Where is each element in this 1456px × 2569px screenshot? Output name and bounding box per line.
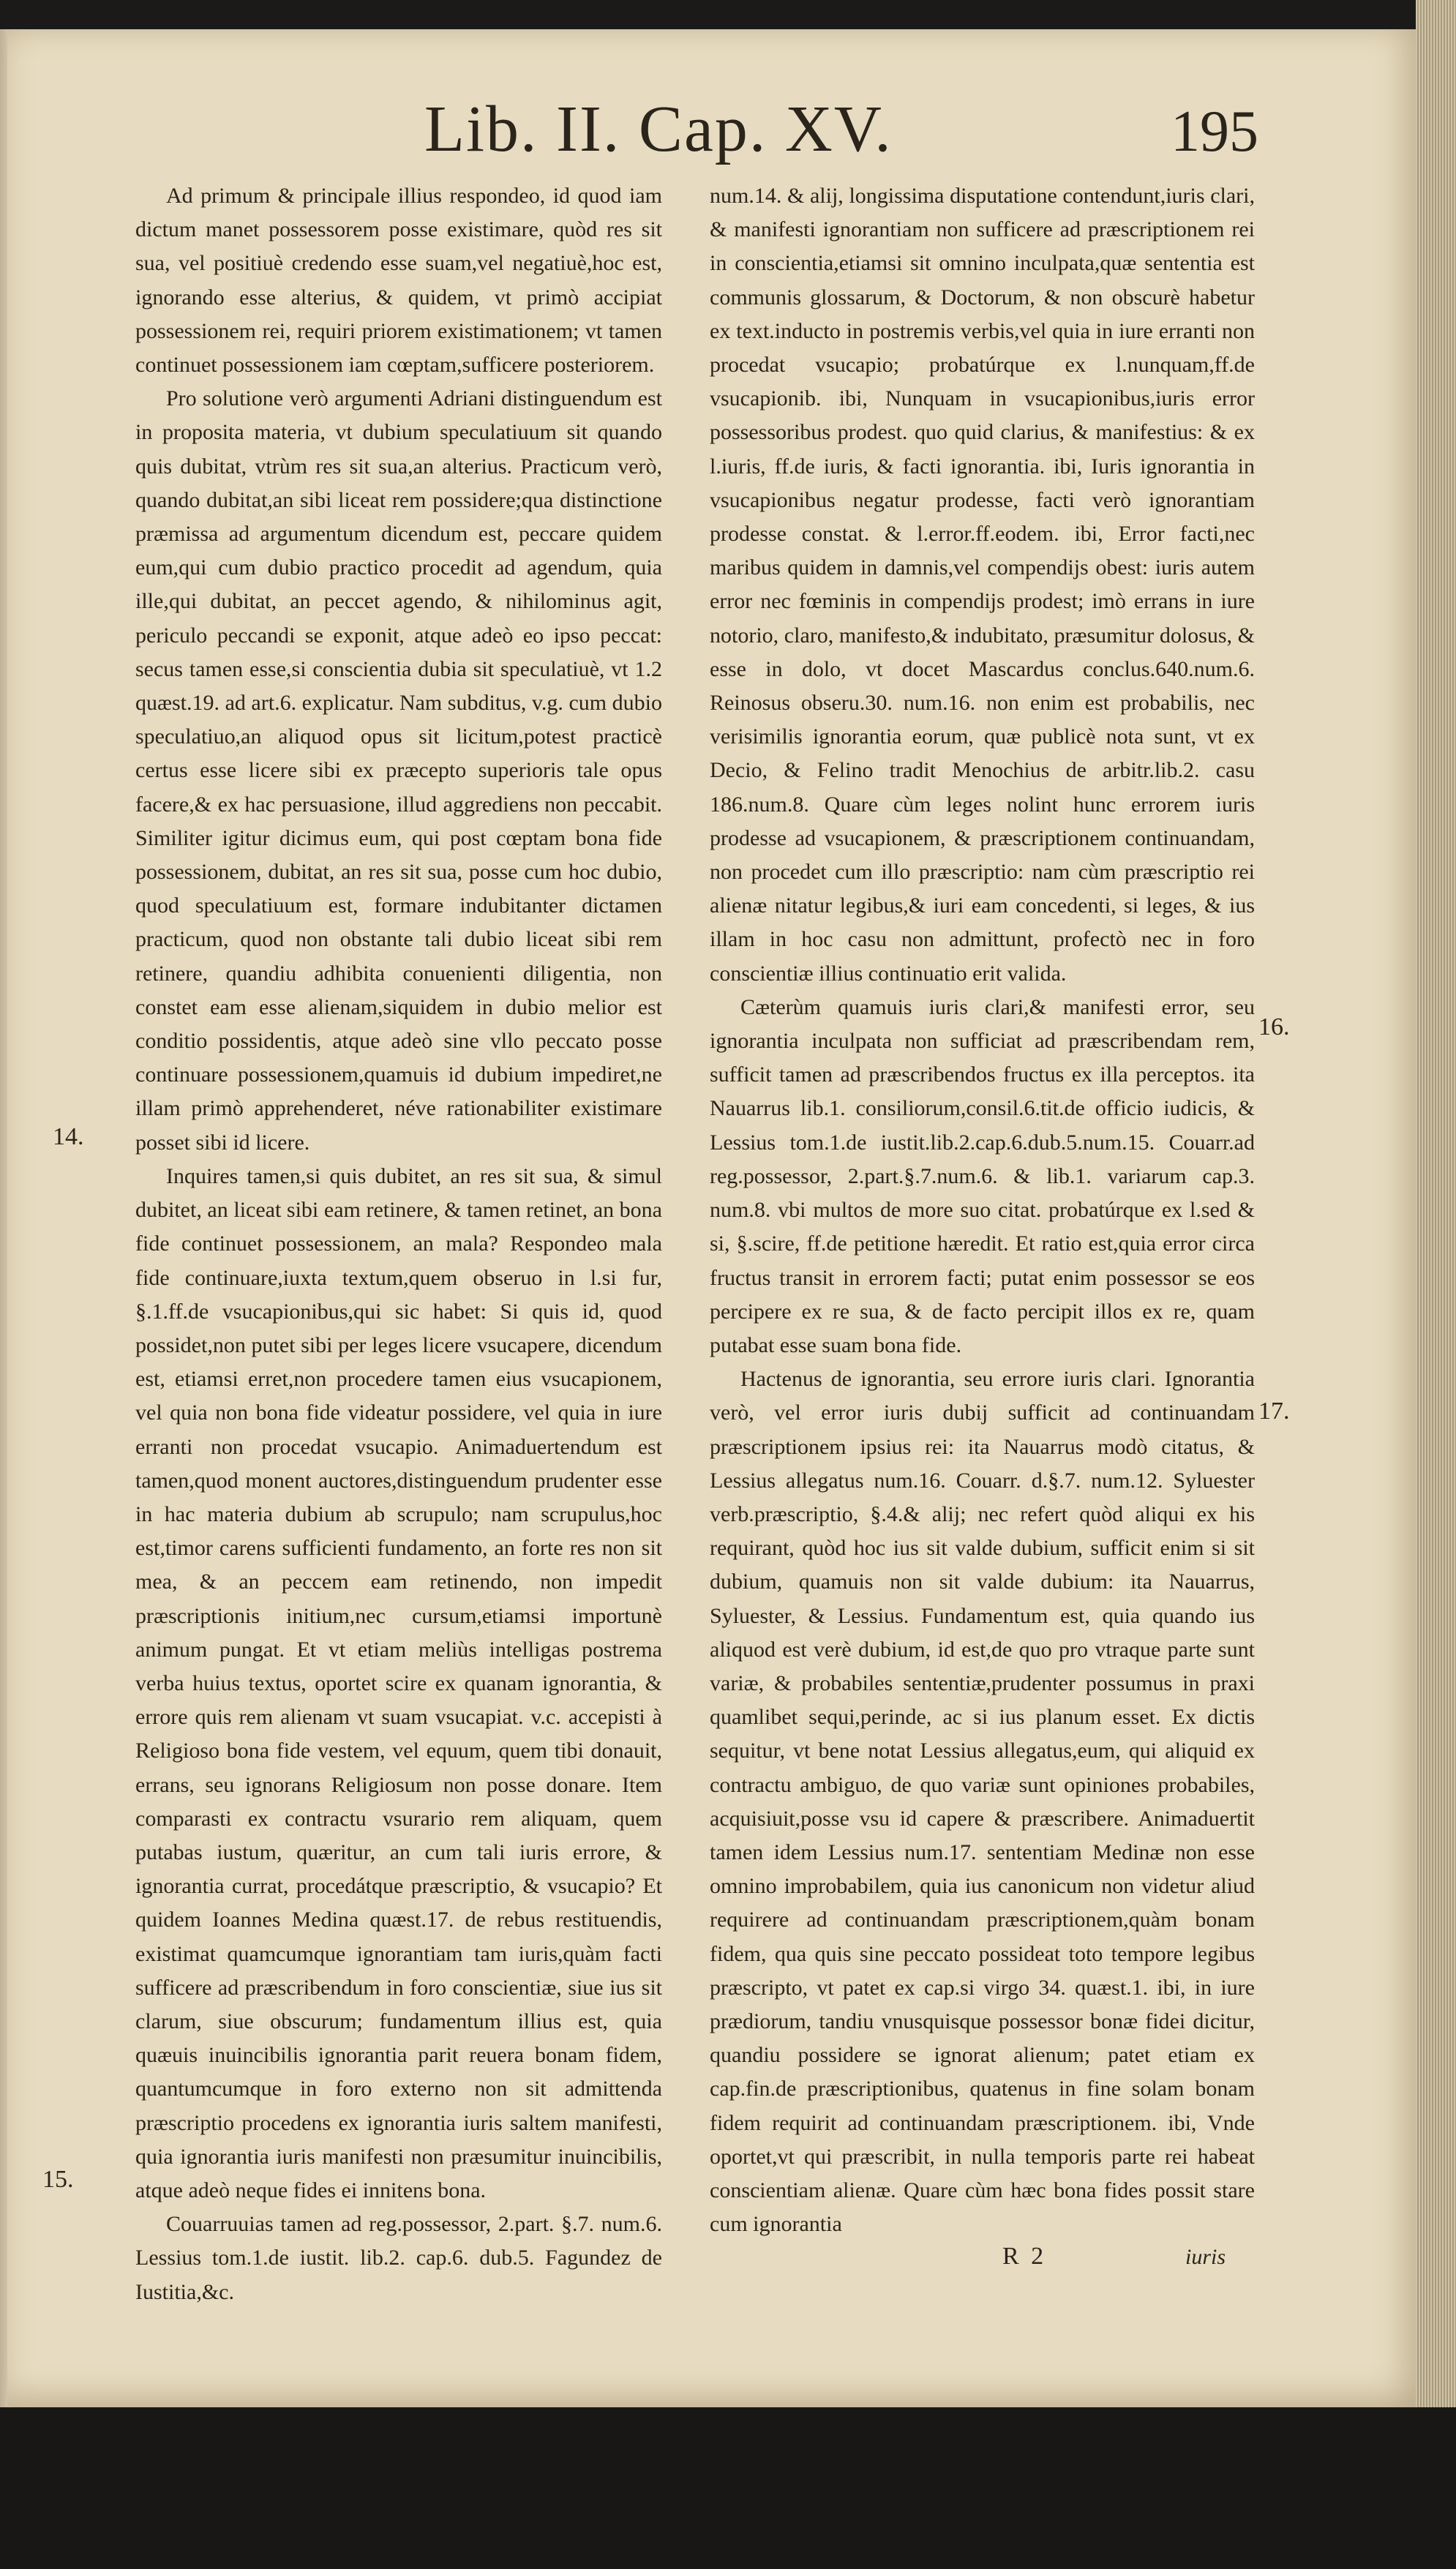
paragraph: Pro solutione verò argumenti Adriani distinguendum est in proposita materia, vt dubium speculatiuum sit quando quis dubitat, vtrùm res sit sua,an alterius. Practicum verò, quando dubitat,an sibi liceat rem possidere;qua distinctione præmissa ad argumentum dicendum est, peccare quidem eum,qui cum dubio practico procedit ad agendum, quia ille,qui dubitat, an peccet agendo, & nihilominus agit, periculo peccandi se exponit, atque adeò eo ipso peccat: secus tamen esse,si conscientia dubia sit speculatiuè, vt 1.2 quæst.19. ad art.6. explicatur. Nam subditus, v.g. cum dubio speculatiuo,an aliquod opus sit licitum,potest practicè certus esse licere sibi ex præcepto superioris tale opus facere,& ex hac persuasione, illud aggrediens non peccabit. Similiter igitur dicimus eum, qui post cœptam bona fide possessionem, dubitat, an res sit sua, posse cum hoc dubio, quod speculatiuum est, formare indubitanter dictamen practicum, quod non obstante tali dubio liceat sibi rem retinere, quandiu adhibita conuenienti diligentia, non constet eam esse alienam,siquidem in dubio melior est conditio possidentis, atque adeò sine vllo peccato posse continuare possessionem,quamuis id dubium impediret,ne illam primò apprehenderet, néve rationabiliter existimare posset sibi id licere. xyxy=(135,386,662,1155)
paragraph: Inquires tamen,si quis dubitet, an res sit sua, & simul dubitet, an liceat sibi eam retinere, & tamen retinet, an bona fide continuet possessionem, an mala? Respondeo mala fide continuare,iuxta textum,quem obseruo in l.si fur, §.1.ff.de vsucapionibus,qui sic habet: Si quis id, quod possidet,non putet sibi per leges licere vsucapere, dicendum est, etiamsi erret,non procedere tamen eius vsucapionem, vel quia non bona fide videatur possidere, vel quia in iure erranti non procedat vsucapio. Animaduertendum est tamen,quod monent auctores,distinguendum prudenter esse in hac materia dubium ab scrupulo; nam scrupulus,hoc est,timor carens sufficienti fundamento, an forte res non sit mea, & an peccem eam retinendo, non impedit præscriptionis initium,nec cursum,etiamsi importunè animum pungat. Et vt etiam meliùs intelligas postrema verba huius textus, oportet scire ex quanam ignorantia, & errore quis rem alienam vt suam vsucapiat. v.c. accepisti à Religioso bona fide vestem, vel equum, quem tibi donauit, errans, seu ignorans Religiosum non posse donare. Item comparasti ex contractu vsurario rem aliquam, quem putabas iustum, quæritur, an cum tali iuris errore, & ignorantia currat, procedátque præscriptio, & vsucapio? Et quidem Ioannes Medina quæst.17. de rebus restituendis, existimat quamcumque ignorantiam tam iuris,quàm facti sufficere ad præscribendum in foro conscientiæ, siue ius sit clarum, siue obscurum; fundamentum illius est, quia quæuis inuincibilis ignorantia parit reuera bonam fidem, quantumcumque in foro externo non sit admittenda præscriptio procedens ex ignorantia iuris saltem manifesti, quia ignorantia iuris manifesti non præsumitur inuincibilis, atque adeò neque fides ei innitens bona. xyxy=(135,1163,662,2202)
paragraph: Couarruuias tamen ad reg.possessor, 2.part. §.7. num.6. Lessius tom.1.de iustit. lib.2. cap.6. dub.5. Fagundez de Iustitia,&c. xyxy=(135,2212,662,2304)
paragraph: Cæterùm quamuis iuris clari,& manifesti error, seu ignorantia inculpata non sufficiat ad præscribendam rem, sufficit tamen ad præscribendos fructus ex illa perceptos. ita Nauarrus lib.1. consiliorum,consil.6.tit.de officio iudicis, & Lessius tom.1.de iustit.lib.2.cap.6.dub.5.num.15. Couarr.ad reg.possessor, 2.part.§.7.num.6. & lib.1. variarum cap.3. num.8. vbi multos de more suo citat. probatúrque ex l.sed & si, §.scire, ff.de petitione hæredit. Et ratio est,quia error circa fructus transit in errorem facti; putat enim possessor se eos percipere ex re sua, & de facto percipit illos ex re, quam putabat esse suam bona fide. xyxy=(710,994,1255,1357)
page-header xyxy=(410,91,1273,179)
margin-number: 14. xyxy=(53,1123,84,1150)
paragraph: num.14. & alij, longissima disputatione contendunt,iuris clari, & manifesti ignorantiam non sufficere ad præscriptionem rei in conscientia,etiamsi sit omnino inculpata,quæ sententia est communis glossarum, & Doctorum, & non obscurè habetur ex text.inducto in postremis verbis,vel quia in iure erranti non procedat vsucapio; probatúrque ex l.nunquam,ff.de vsucapionib. ibi, Nunquam in vsucapionibus,iuris error possessoribus prodest. quo quid clarius, & manifestius: & ex l.iuris, ff.de iuris, & facti ignorantia. ibi, Iuris ignorantia in vsucapionibus negatur prodesse, facti verò ignorantiam prodesse constat. & l.error.ff.eodem. ibi, Error facti,nec maribus quidem in damnis,vel compendijs obest: iuris autem error nec fœminis in compendijs prodest; imò errans in iure notorio, claro, manifesto,& indubitato, præsumitur dolosus, & esse in dolo, vt docet Mascardus conclus.640.num.6. Reinosus obseru.30. num.16. non enim est probabilis, nec verisimilis ignorantia eorum, quæ publicè nota sunt, vt ex Decio, & Felino tradit Menochius de arbitr.lib.2. casu 186.num.8. Quare cùm leges nolint hunc errorem iuris prodesse ad vsucapionem, & præscriptionem continuandam, non procedet cum illo præscriptio: nam cùm præscriptio rei alienæ nitatur legibus,& iuri eam concedenti, si leges, & ius illam in hoc casu non admittunt, profectò nec in foro conscientiæ illius continuatio erit valida. xyxy=(710,184,1255,986)
margin-number: 15. xyxy=(42,2166,74,2193)
page-number: 195 xyxy=(1171,100,1258,164)
right-column xyxy=(710,179,1255,2241)
background-surface xyxy=(0,2407,1456,2569)
running-head: Lib. II. Cap. XV. xyxy=(424,93,893,165)
signature-mark: R 2 xyxy=(1002,2243,1047,2270)
catchword: iuris xyxy=(1185,2245,1226,2269)
paragraph: Hactenus de ignorantia, seu errore iuris clari. Ignorantia verò, vel error iuris dubij sufficit ad continuandam præscriptionem ipsius rei: ita Nauarrus modò citatus, & Lessius allegatus num.16. Couarr. d.§.7. num.12. Syluester verb.præscriptio, §.4.& alij; nec refert quòd aliqui ex his requirant, quòd hoc ius sit valde dubium, sufficit enim si sit dubium, quamuis non sit valde dubium: ita Nauarrus, Syluester, & Lessius. Fundamentum est, quia quando ius aliquod est verè dubium, id est,de quo pro vtraque parte sunt variæ, & probabiles sententiæ,prudenter possumus in praxi quamlibet sequi,perinde, ac si ius planum esset. Ex dictis sequitur, vt bene notat Lessius allegatus,eum, qui aliquid ex contractu ambiguo, de quo variæ sunt opiniones probabiles, acquisiuit,posse vsu id capere & præscribere. Animaduertit tamen idem Lessius num.17. sententiam Medinæ non esse omnino improbabilem, quia ius canonicum non videtur aliud requirere ad continuandam præscriptionem,quàm bonam fidem, qua quis sine peccato possideat toto tempore legibus præscripto, vt patet ex cap.si virgo 34. quæst.1. ibi, in iure prædiorum, tandiu vnusquisque possessor bonæ fidei dicitur, quandiu possidere se ignorat alienum; patet etiam ex cap.fin.de præscriptionibus, quatenus in fine solam bonam fidem requirit ad continuandam præscriptionem. ibi, Vnde oportet,vt qui præscribit, in nulla temporis parte rei habeat conscientiam alienæ. Quare cùm hæc bona fides possit stare cum ignorantia xyxy=(710,1367,1255,2237)
margin-number: 16. xyxy=(1258,1013,1290,1040)
page-edges xyxy=(1416,0,1456,2569)
left-column xyxy=(135,179,662,2309)
paragraph: Ad primum & principale illius respondeo, id quod iam dictum manet possessorem posse existimare, quòd res sit sua, vel positiuè credendo esse suam,vel negatiuè,hoc est, ignorando esse alterius, & quidem, vt primò accipiat possessionem rei, requiri priorem existimationem; vt tamen continuet possessionem iam cœptam,sufficere posteriorem. xyxy=(135,184,662,378)
margin-number: 17. xyxy=(1258,1398,1290,1425)
